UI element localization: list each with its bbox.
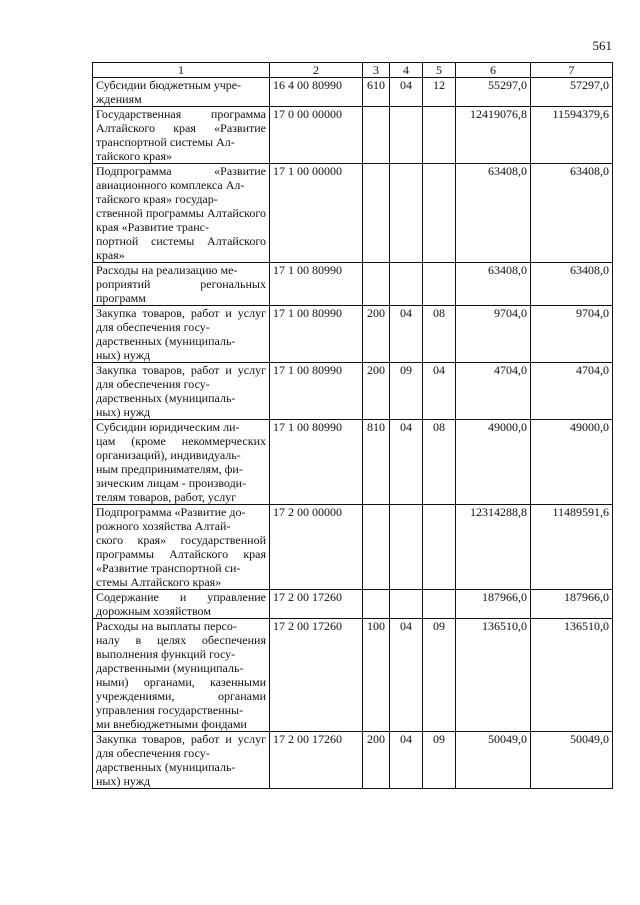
table-row: [93, 420, 613, 505]
row-amount-2-cell: 11489591,6: [531, 505, 613, 590]
row-type-cell: 200: [363, 363, 390, 420]
row-section-cell: 04: [390, 420, 423, 505]
column-header: 6: [456, 63, 531, 78]
row-code-cell: 17 1 00 00000: [270, 164, 363, 263]
row-subsection-cell: [423, 263, 456, 306]
row-code-cell: 17 1 00 80990: [270, 263, 363, 306]
table-row: [93, 732, 613, 789]
row-amount-1-cell: 4704,0: [456, 363, 531, 420]
row-name-cell: Подпрограмма «Развитие авиационного комплекса Ал- тайского края» государ- ственной программы Алтайского края «Развитие транс- портной системы Алтайского края»: [93, 164, 270, 263]
row-amount-1-cell: 49000,0: [456, 420, 531, 505]
row-subsection-cell: [423, 505, 456, 590]
row-section-cell: [390, 107, 423, 164]
column-header: 3: [363, 63, 390, 78]
table-row: [93, 590, 613, 619]
row-subsection-cell: 09: [423, 619, 456, 732]
row-code-cell: 16 4 00 80990: [270, 78, 363, 107]
row-amount-2-cell: 49000,0: [531, 420, 613, 505]
row-code-cell: 17 2 00 00000: [270, 505, 363, 590]
row-name-cell: Содержание и управление дорожным хозяйством: [93, 590, 270, 619]
header-row: [93, 63, 613, 78]
row-code-cell: 17 2 00 17260: [270, 590, 363, 619]
row-type-cell: [363, 164, 390, 263]
row-code-cell: 17 2 00 17260: [270, 732, 363, 789]
table-row: [93, 619, 613, 732]
row-section-cell: [390, 263, 423, 306]
column-header: 5: [423, 63, 456, 78]
row-amount-1-cell: 55297,0: [456, 78, 531, 107]
row-amount-2-cell: 136510,0: [531, 619, 613, 732]
row-code-cell: 17 1 00 80990: [270, 420, 363, 505]
row-section-cell: [390, 164, 423, 263]
row-code-cell: 17 1 00 80990: [270, 363, 363, 420]
row-amount-2-cell: 50049,0: [531, 732, 613, 789]
row-subsection-cell: 12: [423, 78, 456, 107]
row-name-cell: Расходы на реализацию ме- роприятий регональных программ: [93, 263, 270, 306]
row-type-cell: 200: [363, 306, 390, 363]
row-name-cell: Подпрограмма «Развитие до- рожного хозяйства Алтай- ского края» государственной программы Алтайского края «Развитие транспортной си- стемы Алтайского края»: [93, 505, 270, 590]
row-amount-1-cell: 12419076,8: [456, 107, 531, 164]
table-row: [93, 78, 613, 107]
table-row: [93, 505, 613, 590]
row-type-cell: 610: [363, 78, 390, 107]
table-row: [93, 306, 613, 363]
row-amount-1-cell: 50049,0: [456, 732, 531, 789]
row-type-cell: 100: [363, 619, 390, 732]
row-subsection-cell: 04: [423, 363, 456, 420]
table-row: [93, 263, 613, 306]
row-subsection-cell: [423, 107, 456, 164]
row-amount-1-cell: 12314288,8: [456, 505, 531, 590]
row-section-cell: 04: [390, 732, 423, 789]
row-amount-2-cell: 63408,0: [531, 164, 613, 263]
row-name-cell: Закупка товаров, работ и услуг для обеспечения госу- дарственных (муниципаль- ных) нужд: [93, 732, 270, 789]
row-name-cell: Закупка товаров, работ и услуг для обеспечения госу- дарственных (муниципаль- ных) нужд: [93, 306, 270, 363]
row-type-cell: [363, 263, 390, 306]
row-subsection-cell: 08: [423, 306, 456, 363]
row-section-cell: 04: [390, 619, 423, 732]
row-name-cell: Субсидии бюджетным учре- ждениям: [93, 78, 270, 107]
row-name-cell: Закупка товаров, работ и услуг для обеспечения госу- дарственных (муниципаль- ных) нужд: [93, 363, 270, 420]
row-subsection-cell: 08: [423, 420, 456, 505]
page-number: 561: [592, 38, 612, 53]
row-type-cell: [363, 505, 390, 590]
row-type-cell: [363, 107, 390, 164]
table-row: [93, 164, 613, 263]
row-subsection-cell: [423, 590, 456, 619]
row-name-cell: Субсидии юридическим ли- цам (кроме некоммерческих организаций), индивидуаль- ным предпринимателям, фи- зическим лицам - производи- телям товаров, работ, услуг: [93, 420, 270, 505]
budget-table: [92, 62, 613, 789]
row-amount-1-cell: 63408,0: [456, 263, 531, 306]
row-amount-1-cell: 187966,0: [456, 590, 531, 619]
table-row: [93, 363, 613, 420]
column-header: 2: [270, 63, 363, 78]
row-amount-2-cell: 63408,0: [531, 263, 613, 306]
row-amount-2-cell: 4704,0: [531, 363, 613, 420]
column-header: 7: [531, 63, 613, 78]
row-type-cell: [363, 590, 390, 619]
row-section-cell: [390, 590, 423, 619]
row-amount-2-cell: 9704,0: [531, 306, 613, 363]
row-section-cell: 04: [390, 78, 423, 107]
column-header: 1: [93, 63, 270, 78]
row-amount-1-cell: 9704,0: [456, 306, 531, 363]
row-type-cell: 810: [363, 420, 390, 505]
row-subsection-cell: 09: [423, 732, 456, 789]
row-section-cell: 09: [390, 363, 423, 420]
row-amount-2-cell: 187966,0: [531, 590, 613, 619]
row-amount-2-cell: 11594379,6: [531, 107, 613, 164]
column-header: 4: [390, 63, 423, 78]
table-row: [93, 107, 613, 164]
row-name-cell: Расходы на выплаты персо- налу в целях обеспечения выполнения функций госу- дарственными (муниципаль- ными) органами, казенными учреждениями, органами управления государственны- ми внебюджетными фондами: [93, 619, 270, 732]
row-type-cell: 200: [363, 732, 390, 789]
row-code-cell: 17 1 00 80990: [270, 306, 363, 363]
row-section-cell: 04: [390, 306, 423, 363]
row-amount-2-cell: 57297,0: [531, 78, 613, 107]
row-code-cell: 17 2 00 17260: [270, 619, 363, 732]
row-name-cell: Государственная программа Алтайского края «Развитие транспортной системы Ал- тайского края»: [93, 107, 270, 164]
row-subsection-cell: [423, 164, 456, 263]
row-amount-1-cell: 63408,0: [456, 164, 531, 263]
row-section-cell: [390, 505, 423, 590]
row-amount-1-cell: 136510,0: [456, 619, 531, 732]
row-code-cell: 17 0 00 00000: [270, 107, 363, 164]
